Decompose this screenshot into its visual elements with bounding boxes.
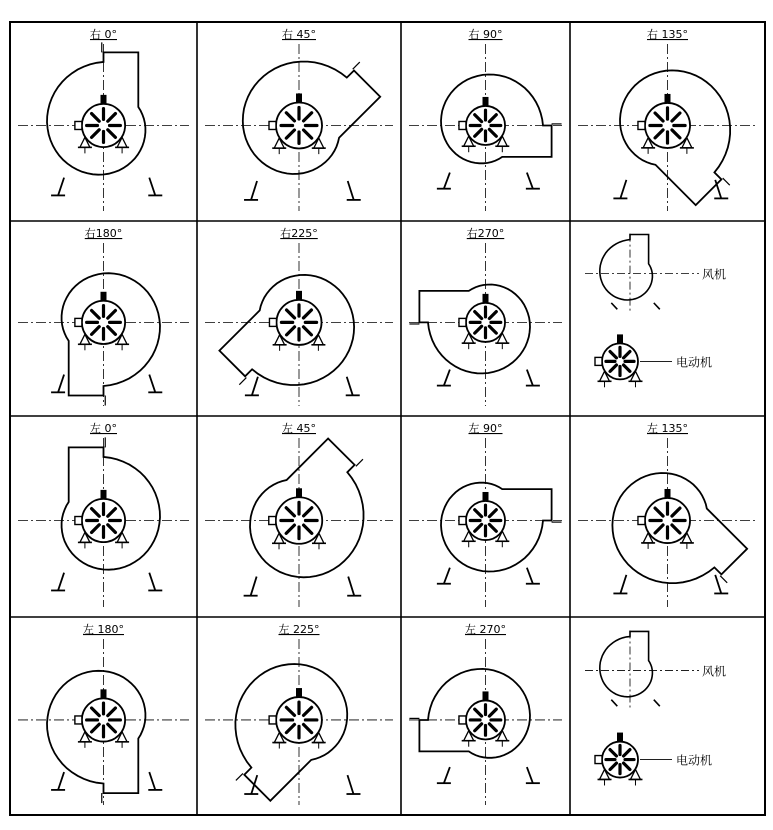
- motor-shaft: [617, 334, 623, 343]
- outlet-tick: [720, 576, 727, 583]
- motor-terminal-box: [75, 716, 82, 724]
- orientation-panel: [409, 227, 562, 406]
- fan-leg: [348, 577, 354, 596]
- motor-shaft: [665, 94, 671, 103]
- fan-legend-label: 风机: [702, 267, 727, 282]
- fan-leg: [251, 775, 257, 794]
- fan-leg: [347, 775, 353, 794]
- orientation-panel: [18, 422, 189, 607]
- motor-terminal-box: [459, 716, 466, 724]
- motor-shaft: [665, 489, 671, 498]
- fan-leg: [58, 573, 64, 591]
- fan-volute: [600, 631, 653, 696]
- orientation-label: 左 135°: [647, 422, 688, 435]
- motor-terminal-box: [595, 357, 602, 365]
- motor-shaft: [483, 294, 489, 303]
- outlet-tick: [236, 773, 243, 780]
- legend-panel: [585, 630, 726, 785]
- orientation-label: 右 45°: [282, 28, 316, 41]
- outlet-tick: [723, 178, 730, 185]
- orientation-panel: [409, 28, 562, 211]
- fan-leg: [58, 375, 64, 393]
- fan-leg: [654, 303, 660, 309]
- motor-shaft: [483, 691, 489, 700]
- fan-leg: [149, 573, 155, 591]
- fan-leg: [611, 303, 617, 309]
- legend-panel: [585, 234, 726, 388]
- orientation-label: 右180°: [84, 227, 123, 240]
- motor-shaft: [483, 492, 489, 501]
- fan-legend-label: 风机: [702, 664, 727, 679]
- fan-leg: [444, 568, 450, 584]
- fan-leg: [251, 577, 257, 596]
- orientation-panel: [205, 422, 393, 607]
- motor-shaft: [101, 490, 107, 499]
- motor-terminal-box: [595, 756, 602, 764]
- fan-leg: [527, 370, 533, 386]
- orientation-label: 右 135°: [647, 28, 688, 41]
- fan-leg: [58, 178, 64, 196]
- orientation-label: 左 90°: [468, 422, 503, 435]
- orientation-label: 左 0°: [90, 422, 117, 435]
- fan-leg: [348, 181, 354, 200]
- orientation-label: 左 45°: [282, 422, 316, 435]
- motor-terminal-box: [459, 517, 466, 525]
- orientation-panel: [205, 28, 393, 211]
- motor-terminal-box: [75, 121, 82, 129]
- orientation-label: 左 270°: [465, 623, 506, 636]
- motor-shaft: [296, 688, 302, 697]
- fan-leg: [527, 568, 533, 584]
- motor-legend-label: 电动机: [676, 753, 713, 768]
- motor-legend-label: 电动机: [676, 355, 713, 370]
- motor-shaft: [296, 488, 302, 497]
- motor-terminal-box: [459, 121, 466, 129]
- orientation-label: 左 180°: [83, 623, 124, 636]
- motor-shaft: [101, 292, 107, 301]
- motor-shaft: [483, 97, 489, 106]
- motor-terminal-box: [269, 121, 276, 129]
- fan-leg: [715, 575, 721, 594]
- orientation-panel: [18, 227, 189, 406]
- orientation-label: 右 0°: [90, 28, 117, 41]
- orientation-panel: [18, 623, 189, 805]
- fan-volute: [600, 235, 653, 301]
- motor-terminal-box: [269, 318, 276, 326]
- fan-leg: [252, 377, 258, 396]
- orientation-label: 右270°: [466, 227, 505, 240]
- motor-terminal-box: [638, 121, 645, 129]
- fan-leg: [149, 375, 155, 393]
- motor-shaft: [617, 733, 623, 742]
- motor-terminal-box: [75, 517, 82, 525]
- orientation-panel: [205, 227, 393, 406]
- orientation-panel: [205, 623, 393, 805]
- fan-leg: [620, 575, 626, 594]
- orientation-label: 右 90°: [468, 28, 503, 41]
- orientation-panel: [409, 422, 562, 607]
- orientation-panel: [578, 422, 757, 607]
- fan-leg: [149, 178, 155, 196]
- motor-terminal-box: [638, 517, 645, 525]
- fan-leg: [58, 772, 64, 790]
- fan-leg: [527, 767, 533, 783]
- motor-shaft: [296, 93, 302, 102]
- motor-terminal-box: [269, 517, 276, 525]
- orientation-label: 左 225°: [278, 623, 320, 636]
- motor-terminal-box: [269, 716, 276, 724]
- motor-shaft: [101, 95, 107, 104]
- outlet-tick: [356, 459, 363, 466]
- fan-leg: [347, 377, 353, 396]
- motor-shaft: [101, 689, 107, 698]
- fan-leg: [611, 700, 617, 706]
- fan-leg: [444, 173, 450, 189]
- outlet-tick: [353, 62, 360, 69]
- motor-terminal-box: [459, 318, 466, 326]
- fan-leg: [444, 767, 450, 783]
- fan-leg: [444, 370, 450, 386]
- fan-leg: [527, 173, 533, 189]
- motor-shaft: [296, 291, 302, 300]
- fan-leg: [654, 700, 660, 706]
- orientation-label: 右225°: [280, 227, 318, 240]
- orientation-panel: [18, 28, 189, 211]
- fan-leg: [149, 772, 155, 790]
- orientation-panel: [578, 28, 757, 211]
- fan-leg: [251, 181, 257, 200]
- fan-leg: [620, 180, 626, 199]
- outlet-tick: [239, 378, 246, 385]
- motor-terminal-box: [75, 318, 82, 326]
- orientation-panel: [409, 623, 562, 805]
